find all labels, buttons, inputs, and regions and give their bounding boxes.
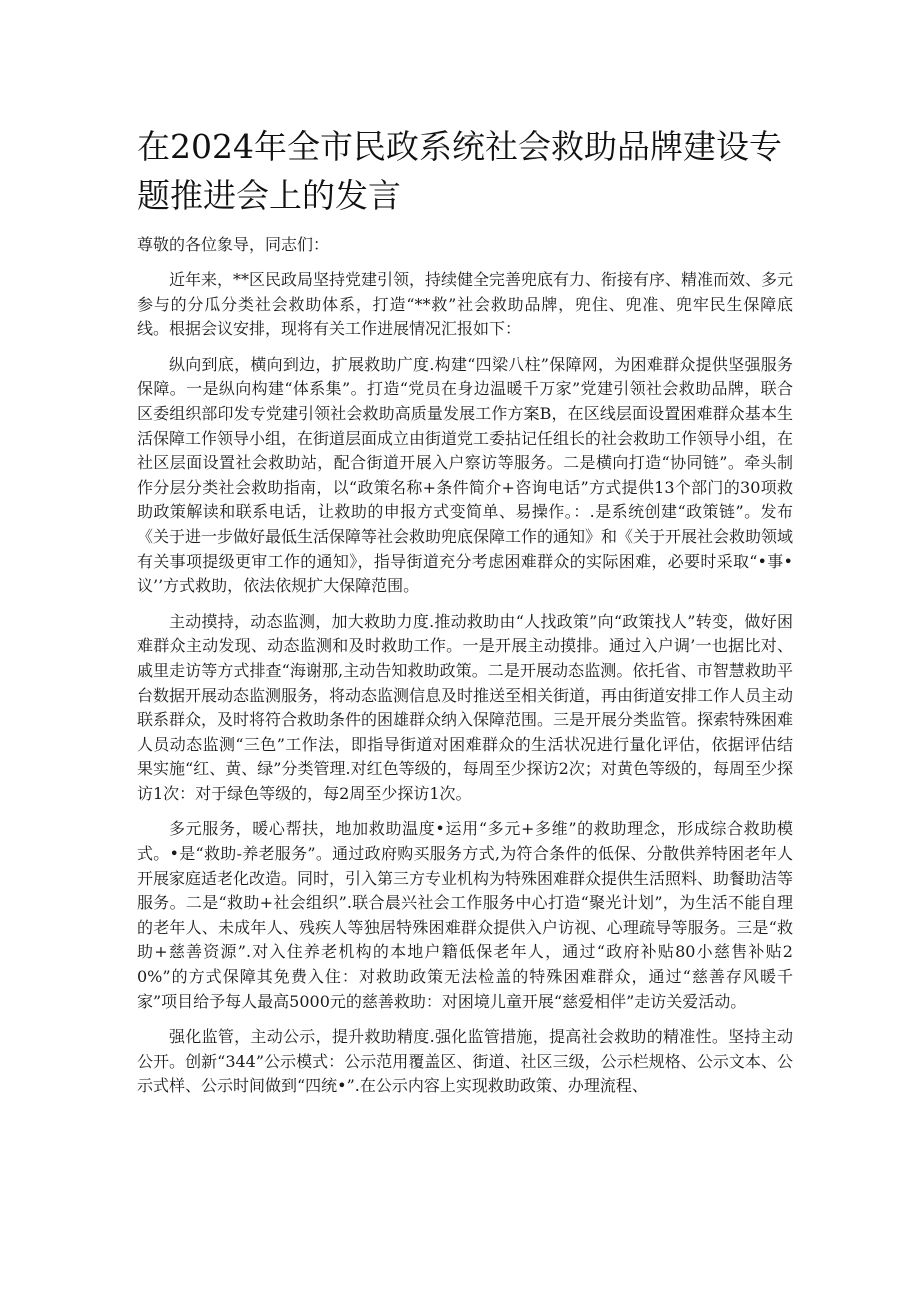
paragraph-intro: 近年来，**区民政局坚持党建引领，持续健全完善兜底有力、衔接有序、精准而效、多元参与的分瓜分类社会救助体系，打造“**救”社会救助品牌，兜住、兜准、兜牢民生保障底线。根据会议安排，现将有关工作进展情况汇报如下： xyxy=(137,270,794,339)
paragraph-section-2: 主动摸持，动态监测，加大救助力度.推动救助由“人找政策”向“政策找人”转变，做好困难群众主动发现、动态监测和及时救助工作。一是开展主动摸排。通过入户调’一也据比对、戚里走访等方式排查“海谢那,主动告知救助政策。二是开展动态监测。依托省、市智慧救助平台数据开展动态监测服务，将动态监测信息及时推送至相关街道，再由街道安排工作人员主动联系群众，及时将符合救助条件的困雄群众纳入保障范围。三是开展分类监管。探索特殊困难人员动态监测“三色”工作法，即指导街道对困难群众的生活状况进行量化评估，依据评估结果实施“红、黄、绿”分类管理.对红色等级的，每周至少探访2次；对黄色等级的，每周至少探访1次：对于绿色等级的，每2周至少探访1次。 xyxy=(137,611,794,803)
paragraph-section-1: 纵向到底，横向到边，扩展救助广度.构建“四梁八柱”保障网，为困难群众提供坚强服务保障。一是纵向构建“体系集”。打造“党员在身边温暖千万家”党建引领社会救助品牌，联合区委组织部印发专党建引领社会救助高质量发展工作方案B，在区线层面设置困难群众基本生活保障工作领导小组，在街道层面成立由街道党工委拈记任组长的社会救助工作领导小组，在社区层面设置社会救助站，配合街道开展入户察访等服务。二是横向打造“协同链”。牵头制作分层分类社会救助指南，以“政策名称+条件简介+咨询电话”方式提供13个部门的30项救助政策解读和联系电话，让救助的申报方式变简单、易操作。：.是系统创建“政策链”。发布《关于进一步做好最低生活保障等社会救助兜底保障工作的通知》和《关于开展社会救助领域有关事项提级更审工作的通知》，指导街道充分考虑困难群众的实际困难，必要时采取“•事•议’’方式救助，依法依规扩大保障范围。 xyxy=(137,354,794,596)
document-body xyxy=(137,233,793,1110)
paragraph-section-4: 强化监管，主动公示，提升救助精度.强化监管措施，提高社会救助的精准性。坚持主动公开。创新“344”公示模式：公示范用覆盖区、街道、社区三级，公示栏规格、公示文本、公示式样、公示时间做到“四统•”.在公示内容上实现救助政策、办理流程、 xyxy=(137,1027,793,1096)
document-title: 在2024年全市民政系统社会救助品牌建设专题推进会上的发言 xyxy=(137,127,782,215)
paragraph-section-3: 多元服务，暖心帮扶，地加救助温度•运用“多元+多维”的救助理念，形成综合救助模式。•是“救助-养老服务”。通过政府购买服务方式,为符合条件的低保、分散供养特困老年人开展家庭适老化改造。同时，引入第三方专业机构为特殊困难群众提供生活照料、助餐助洁等服务。二是“救助+社会组织”.联合晨兴社会工作服务中心打造“聚光计划”，为生活不能自理的老年人、未成年人、残疾人等独居特殊困难群众提供入户访视、心理疏导等服务。三是“救助+慈善资源”.对入住养老机构的本地户籍低保老年人，通过“政府补贴80小慈售补贴20%”的方式保障其免费入住：对救助政策无法检盖的特殊困难群众，通过“慈善存风暖千家”项目给予每人最高5000元的慈善救助：对困境儿童开展“慈爱相伴”走访关爱活动。 xyxy=(137,819,794,1011)
salutation: 尊敬的各位象导，同志们： xyxy=(137,235,330,254)
